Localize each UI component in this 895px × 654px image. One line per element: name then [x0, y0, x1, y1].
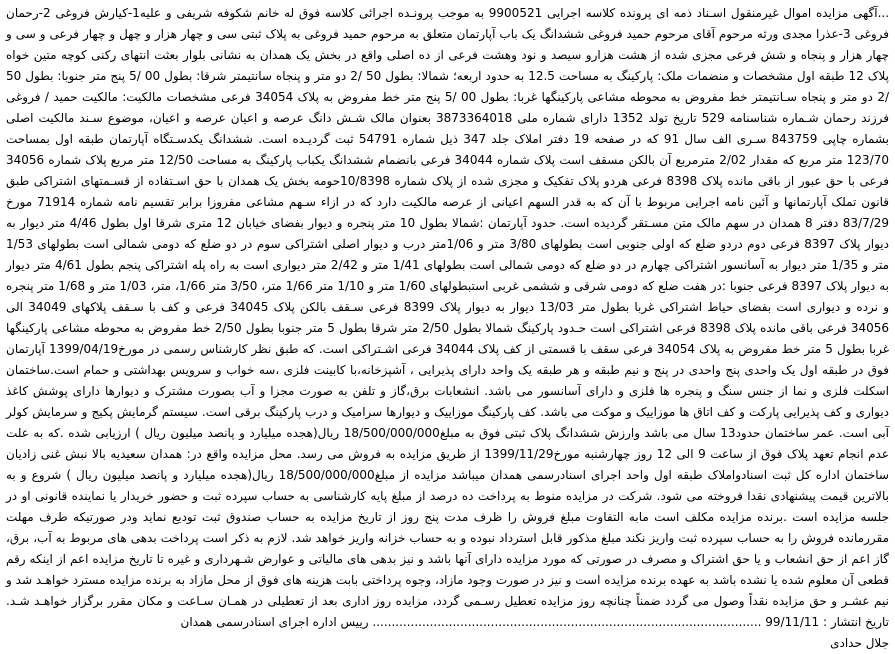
signature-line	[6, 633, 889, 654]
signatory-name: جلال حدادی	[830, 636, 889, 650]
auction-notice-text	[6, 3, 889, 633]
notice-body: ...آگهی مزایده اموال غیرمنقول اسـناد ذمه ای پرونده کلاسه اجرایی 9900521 به موجب پرونـده اجرائی کلاسه فوق له خانم شکوفه شریفی و علیه1-کیارش فروغی 2-رحمان فروغی 3-عذرا مجدی ورثه مرحوم آقای مرحوم حمید فروغی ششدانگ یک باب آپارتمان متعلق به مرحوم حمید فروغی به پلاک ثبتی سی و چهار هزار و چهل و چهار فرعی و سی و چهار هزار و پنجاه و شش فرعی مجزی شده از هشت هزارو سیصد و نود وهشت فرعی از ده اصلی واقع در بخش یک همدان به نشانی بلوار بعثت انتهای رکنی کوچه متین خواه پلاک 12 طبقه اول مشخصات و منضمات ملک: پارکینگ به مساحت 12.5 به حدود اربعه؛ شمالا: بطول 50 /2 دو متر و پنجاه سانتیمتر شرقا: بطول 00 /5 پنج متر جنوبا: بطول 50 /2 دو متر و پنجاه سـانتیمتر خط مفروض به محوطه مشاعی پارکینگها غربا: بطول 00 /5 پنج متر خط مفروض به پلاک 34054 فرعی مشخصات مالکیت: مالکیت حمید / فروغی فرزند رحمان شـماره شناسنامه 529 تاریخ تولد 1352 دارای شماره ملی 3873364018 بعنوان مالک شـش دانگ عرصه و اعیان عرصه و اعیان، موضوع سـند مالکیت اصلی بشماره چاپی 843759 سـری الف سال 91 که در صفحه 19 دفتر املاک جلد 347 ذیل شماره 54791 ثبت گردیـده است. ششدانگ یکدسـتگاه آپارتمان طبقه اول بمساحت 123/70 متر مربع که مقدار 2/02 مترمربع آن بالکن مسقف است پلاک شماره 34044 فرعی بانضمام ششدانگ یکباب پارکینگ به مساحت 12/50 متر مربع پلاک شماره 34056 فرعی با حق عبور از باقی مانده پلاک 8398 فرعی هردو پلاک تفکیک و مجزی شده از پلاک شماره 10/8398حومه بخش یک همدان با حق اسـتفاده از قسـمتهای اشتراکی طبق قانون تملک آپارتمانها و آئین نامه اجرایی مربوط با آن که به قدر السهم اعیانی از عرصه مالکیت دارد که در ازاء سـهم مشاعی مفروزا برابر تقسیم نامه شماره 71914 مورخ 83/7/29 دفتر 8 همدان در سهم مالک متن مسـتقر گردیده است. حدود آپارتمان :شمالا بطول 10 متر پنجره و دیوار بفضای خیابان 12 متری شرقا اول بطول 4/46 متر دیوار به دیوار پلاک 8397 فرعی دوم دردو ضلع که اولی جنوبی است بطولهای 3/80 متر و 1/06متر درب و دیوار اصلی اشتراکی سوم در دو ضلع که دومی شمالی است بطولهای 1/53 متر و 1/35 متر دیوار به آسانسور اشتراکی چهارم در دو ضلع که دومی شمالی است بطولهای 1/41 متر و 2/42 متر دیواری است به راه پله اشتراکی پنجم بطول 4/61 متر دیوار به دیوار پلاک 8397 فرعی جنوبا :در هفت ضلع که دومی شرقی و ششمی غربی استبطولهای 1/60 متر و 1/10 متر 1/66 متر، 3/50 متر 1/66، متر، 1/03 متر و 1/68 متر پنجره و نرده و دیواری است بفضای حیاط اشتراکی غربا بطول متر 13/03 دیوار به دیوار پلاک 8399 فرعی سـقف بالکن پلاک 34045 فرعی و کف با سـقف پلاکهای 34049 الی 34056 فرعی باقی مانده پلاک 8398 فرعی اشتراکی است حـدود پارکینگ شمالا بطول 2/50 متر شرقا بطول 5 متر جنوبا بطول 2/50 خط مفروض به محوطه مشاعی پارکینگها غربا بطول 5 متر خط مفروض به پلاک 34054 فرعی سقف با قسمتی از کف پلاک 34044 فرعی اشـتراکی است. که طبق نظر کارشناس رسمی در مورخ1399/04/19 آپارتمان فوق در طبقه اول یک واحدی پنج واحدی در پنج و نیم طبقه و هر طبقه یک واحد دارای پذیرایی ، آشپزخانه،با کابینت فلزی ،سه خواب و سرویس بهداشتی و حمام است.ساختمان اسکلت فلزی و نما از جنس سنگ و پنجره ها فلزی و دارای آسانسور می باشد. انشعابات برق،گاز و تلفن به صورت مجزا و آب بصورت مشترک و دیوارها دارای پوشش کاغذ دیواری و کف پذیرایی پارکت و کف اتاق ها موزاییک و موکت می باشد. کف پارکینگ موزاییک و دیوارها سرامیک و درب پارکینگ برقی است. سیستم گرمایش پکیج و سرمایش کولر آبی است. عمر ساختمان حدود13 سال می باشد وارزش ششدانگ پلاک ثبتی فوق به مبلغ18/500/000/000 ریال(هجده میلیارد و پانصد میلیون ریال ) ارزیابی شده .که به علت عدم انجام تعهد پلاک فوق از ساعت 9 الی 12 روز چهارشنبه مورخ1399/11/29 از طریق مزایده به فروش می رسد. محل مزایده واقع در: همدان سعیدیه بالا نبش غنی زادیان ساختمان اداره کل ثبت اسنادواملاک طبقه اول واحد اجرای اسنادرسمی همدان میباشد مزایده از مبلغ18/500/000/000 ریال(هجده میلیارد و پانصد میلیون ریال ) شروع و به بالاترین قیمت پیشنهادی نقدا فروخته می شود. شرکت در مزایده منوط به پرداخت ده درصد از مبلغ پایه کارشناسی به حساب سپرده ثبت و حضور خریدار یا نماینده قانونی او در جلسه مزایده است .برنده مزایده مکلف است مابه التفاوت مبلغ فروش را ظرف مدت پنج روز از تاریخ مزایده به حساب صندوق ثبت تودیع نماید ودر صورتیکه طرف مهلت مقررمانده فروش را به حساب سپرده ثبت واریز نکند مبلغ مذکور قابل استرداد نبوده و به حساب خزانه واریز خواهد شد. لازم به ذکر است پرداخت بدهی های مربوط به آب، برق، گاز اعم از حق انشعاب و یا حق اشتراک و مصرف در صورتی که مورد مزایده دارای آنها باشد و نیز بدهی های مالیاتی و عوارض شـهرداری و غیره تا تاریخ مزایده اعم از اینکه رقم قطعی آن معلوم شده یا نشده باشد به عهده برنده مزایده است و نیز در صورت وجود مازاد، وجوه پرداختی بابت هزینه های فوق از محل مازاد به برنده مزایده مسترد خواهـد شد و نیم عشـر و حق مزایده نقداً وصول می گردد ضمناً چنانچه روز مزایده تعطیل رسـمی گردد، مزایده روز اداری بعد از تعطیلی در همـان سـاعت و مکان مقرر برگزار خواهـد شـد. تاریخ انتشار : 99/11/11 ...................................................................................................... رییس اداره اجرای اسنادرسمی همدان	[6, 6, 890, 629]
